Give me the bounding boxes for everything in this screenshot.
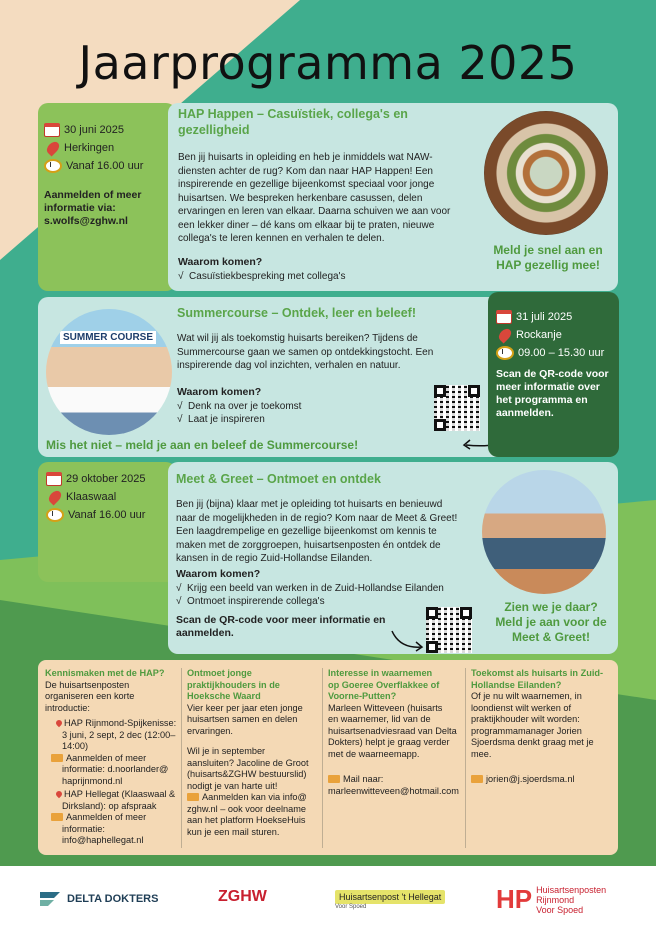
event3-cta: Zien we je daar? Meld je aan voor de Meet & Greet!: [495, 600, 607, 644]
event1-body: Ben jij huisarts in opleiding en heb je inmiddels wat NAW- diensten achter de rug? Kom dan naar HAP Happen! Een inspirerende en gezellige bijeenkomst speciaal voor jonge huisartsen. We bespreken herkenbare casussen, delen ervaringen en leren van elkaar. Daarna schuiven we aan voor een lekker diner – dé kans om elkaar bij te praten, nieuwe collega's te leren kennen en verhalen te delen.: [178, 152, 451, 244]
event2-body: Wat wil jij als toekomstig huisarts bereiken? Tijdens de Summercourse gaan we samen op ontdekkingstocht. Een inspirerende dag vol inzichten, verhalen en natuur.: [177, 333, 434, 371]
info-col-toekomst: Toekomst als huisarts in Zuid- Hollandse Eilanden? Of je nu wilt waarnemen, in loondienst wilt werken of praktijkhouder wilt worden: programmamanager Jorien Sjoerdsma denkt graag met je mee. jorien@j.sjoerdsma.nl: [471, 668, 616, 786]
event1-panel: [168, 103, 618, 291]
event1-date: 30 juni 2025: [64, 124, 124, 136]
location-pin-icon: [47, 489, 64, 506]
hellegat-logo: Huisartsenpost 't Hellegat Voor Spoed: [335, 890, 445, 910]
mail-icon: [471, 775, 483, 783]
event1-reason: √ Casuïstiekbespreking met collega's: [178, 271, 346, 282]
event3-heading: Meet & Greet – Ontmoet en ontdek: [176, 472, 381, 486]
rijnmond-logo: HP Huisartsenposten Rijnmond Voor Spoed: [496, 884, 607, 915]
event1-heading: HAP Happen – Casuïstiek, collega's en gezelligheid: [178, 107, 408, 137]
info-col-hap: Kennismaken met de HAP? De huisartsenposten organiseren een korte introductie: HAP Rijnmond-Spijkenisse: 3 juni, 2 sept, 2 dec (12:00– 14:00) Aanmelden of meer informatie: d.noorlander@ haprijnmond.nl HAP Hellegat (Klaaswaal & Dirksland): op afspraak Aanmelden of meer informatie: info@haphellegat.nl: [45, 668, 177, 845]
event1-info-box: [38, 103, 176, 291]
event2-reasons: √ Denk na over je toekomst √ Laat je inspireren: [177, 401, 302, 425]
event1-why: Waarom komen?: [178, 256, 263, 268]
event3-date: 29 oktober 2025: [66, 473, 146, 485]
event2-heading: Summercourse – Ontdek, leer en beleef!: [177, 306, 416, 320]
clock-icon: [496, 346, 514, 360]
calendar-icon: [46, 472, 62, 486]
event3-body: Ben jij (bijna) klaar met je opleiding tot huisarts en benieuwd naar de mogelijkheden in de regio? Kom naar de Meet & Greet! Een laagdrempelige en gezellige bijeenkomst om kennis te maken met de zorggroepen, huisartsenposten én ontdek de kansen in de regio Zuid-Hollandse Eilanden.: [176, 499, 458, 564]
mail-icon: [328, 775, 340, 783]
clock-icon: [46, 508, 64, 522]
meet-greet-photo: [482, 470, 606, 594]
event3-panel: [168, 462, 618, 654]
delta-dokters-logo: DELTA DOKTERS: [38, 888, 158, 910]
summercourse-photo: SUMMER COURSE: [46, 309, 172, 435]
event1-cta: Meld je snel aan en HAP gezellig mee!: [493, 243, 603, 272]
event3-scan-text: Scan de QR-code voor meer informatie en aanmelden.: [176, 614, 386, 639]
event2-qr-code[interactable]: [434, 385, 480, 431]
event3-why: Waarom komen?: [176, 568, 261, 580]
event2-info-box: [488, 292, 619, 457]
zghw-logo: ZGHW: [218, 888, 267, 905]
event3-place: Klaaswaal: [66, 491, 117, 503]
event2-date: 31 juli 2025: [516, 311, 573, 323]
event2-why: Waarom komen?: [177, 386, 262, 398]
event2-panel: [38, 297, 528, 457]
location-pin-icon: [45, 140, 62, 157]
info-col-hoeksche: Ontmoet jonge praktijkhouders in de Hoeksche Waard Vier keer per jaar eten jonge huisartsen samen en delen ervaringen. Wil je in september aansluiten? Jacoline de Groot (huisarts&ZGHW bestuurslid) nodigt je van harte uit! Aanmelden kan via info@ zghw.nl – ook voor deelname aan het platform HoekseHuis kun je een mail sturen.: [187, 668, 325, 838]
info-section: [38, 660, 618, 855]
event2-scan-text: Scan de QR-code voor meer informatie over het programma en aanmelden.: [496, 368, 609, 419]
clock-icon: [44, 159, 62, 173]
event1-dinner-photo: [484, 111, 608, 235]
event2-cta: Mis het niet – meld je aan en beleef de Summercourse!: [46, 438, 359, 452]
info-col-waarnemen: Interesse in waarnemen op Goeree Overflakkee of Voorne-Putten? Marleen Witteveen (huisarts en waarnemer, lid van de huisartsenadviesraad van Delta Dokters) helpt je graag verder met de waarneemapp. Mail naar: marleenwitteveen@hotmail.com: [328, 668, 468, 797]
event2-time: 09.00 – 15.30 uur: [518, 347, 605, 359]
location-pin-icon: [497, 327, 514, 344]
mail-icon: [51, 813, 63, 821]
event1-signup: Aanmelden of meer informatie via:: [44, 189, 142, 214]
page-title: Jaarprogramma 2025: [78, 36, 578, 90]
event1-place: Herkingen: [64, 142, 115, 154]
event2-place: Rockanje: [516, 329, 562, 341]
mail-icon: [187, 793, 199, 801]
event3-reasons: √ Krijg een beeld van werken in de Zuid-Hollandse Eilanden √ Ontmoet inspirerende collega's: [176, 583, 444, 607]
event3-time: Vanaf 16.00 uur: [68, 509, 146, 521]
logo-bar: [0, 866, 656, 932]
event3-info-box: [38, 462, 176, 582]
event1-time: Vanaf 16.00 uur: [66, 160, 144, 172]
event3-qr-code[interactable]: [426, 607, 472, 653]
event1-email[interactable]: s.wolfs@zghw.nl: [44, 215, 128, 227]
arrow-icon: [390, 627, 426, 653]
calendar-icon: [44, 123, 60, 137]
calendar-icon: [496, 310, 512, 324]
mail-icon: [51, 754, 63, 762]
